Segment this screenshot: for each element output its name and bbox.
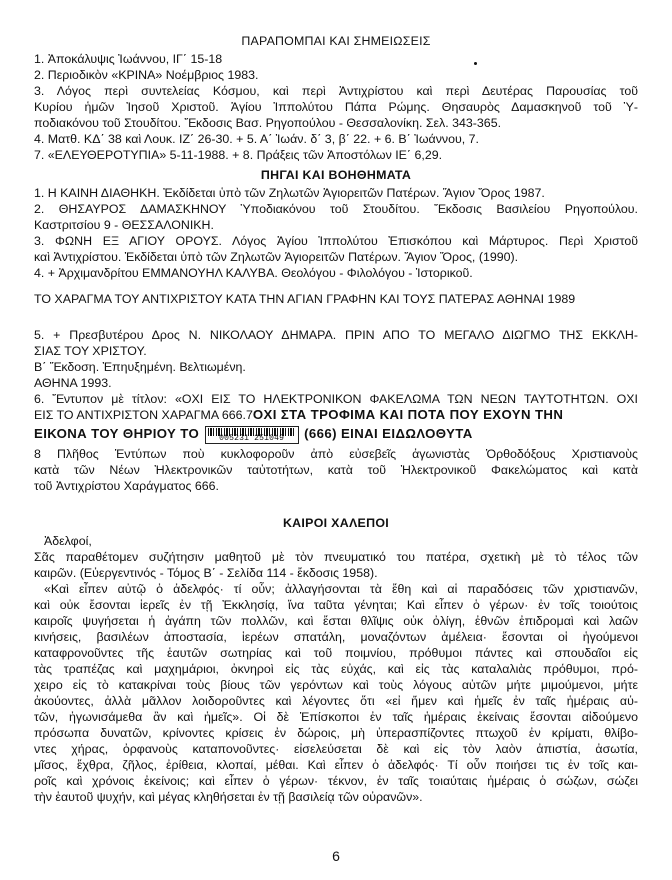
source-line: 5. + Πρεσβυτέρου Δρος Ν. ΝΙΚΟΛΑΟΥ ΔΗΜΑΡΑ. ΠΡΙΝ ΑΠΟ ΤΟ ΜΕΓΑΛΟ ΔΙΩΓΜΟ ΤΗΣ ΕΚΚΛΗ- — [34, 328, 638, 342]
article-line: ἀκούοντες, ἀλλὰ μᾶλλον λοιδοροῦντες καὶ λέγοντες ὅτι «εἰ ἤμεν καὶ ἡμεῖς ἐν ταῖς ἡμέραις αὐ- — [34, 694, 638, 708]
article-line: τῶν, ἠγωνισάμεθα ἂν καὶ ἡμεῖς». Οἱ δὲ Ἐπίσκοποι ἐν ταῖς ἡμέραις ἐκείναις ἔσονται αἰδούμενο — [34, 710, 638, 724]
source-line: ΑΘΗΝΑ 1993. — [34, 376, 112, 390]
source-line: ΣΙΑΣ ΤΟΥ ΧΡΙΣΤΟΥ. — [34, 344, 147, 358]
source-line-text: ΕΙΣ ΤΟ ΑΝΤΙΧΡΙΣΤΟΝ ΧΑΡΑΓΜΑ 666.7 — [34, 408, 253, 422]
note-line: 7. «ΕΛΕΥΘΕΡΟΤΥΠΙΑ» 5-11-1988. + 8. Πράξεις τῶν Ἀποστόλων ΙΕ΄ 6,29. — [34, 148, 443, 162]
article-line: ροῖς καὶ χρόνοις ἐκείνοις; καὶ εἶπεν ὁ γέρων· τέκνον, ἐν ταῖς τοιαύταις ἡμέραις ὁ σώζων, σώζει — [34, 774, 638, 788]
sources-heading: ΠΗΓΑΙ ΚΑΙ ΒΟΗΘΗΜΑΤΑ — [260, 168, 412, 182]
source-line: Καστριτσίου 9 - ΘΕΣΣΑΛΟΝΙΚΗ. — [34, 218, 214, 232]
bold-title-line-1: ΟΧΙ ΣΤΑ ΤΡΟΦΙΜΑ ΚΑΙ ΠΟΤΑ ΠΟΥ ΕΧΟΥΝ ΤΗΝ — [252, 408, 564, 422]
article-line: κινήσεις, βασιλέων ἀποστασία, ἱερέων σπατάλη, μοναζόντων ἀμέλεια· ἔσονται οἱ ἡγούμενοι — [34, 630, 638, 644]
article-line: καταφρονοῦντες τῆς ἑαυτῶν σωτηρίας καὶ τοῦ ποιμνίου, πρόθυμοι πάντες καὶ σπουδαῖοι εἰς — [34, 646, 638, 660]
article-line: Σᾶς παραθέτομεν συζήτησιν μαθητοῦ μὲ τὸν πνευματικό του πατέρα, σχετικὴ μὲ τὸ τέλος τῶν — [34, 550, 638, 564]
article-line: «Καὶ εἶπεν αὐτῷ ὁ ἀδελφός· τί οὖν; ἀλλαγήσονται τὰ ἔθη καὶ αἱ παραδόσεις τῶν χριστιανῶν, — [44, 582, 638, 596]
source-line: 1. Η ΚΑΙΝΗ ΔΙΑΘΗΚΗ. Ἐκδίδεται ὑπὸ τῶν Ζηλωτῶν Ἁγιορειτῶν Πατέρων. Ἅγιον Ὄρος 1987. — [34, 186, 545, 200]
article-line: μῖσος, ἔχθρα, ζῆλος, ἐρίθεια, κλοπαί, μέθαι. Καὶ εἶπεν ὁ ἀδελφός· Τί οὖν ποιήσει τις ἐν τοῖς και- — [34, 758, 638, 772]
barcode-image — [205, 426, 299, 444]
source-line: ΤΟ ΧΑΡΑΓΜΑ ΤΟΥ ΑΝΤΙΧΡΙΣΤΟΥ ΚΑΤΑ ΤΗΝ ΑΓΙΑΝ ΓΡΑΦΗΝ ΚΑΙ ΤΟΥΣ ΠΑΤΕΡΑΣ ΑΘΗΝΑΙ 1989 — [34, 292, 576, 306]
source-item8-line: κατὰ τῶν Νέων Ἠλεκτρονικῶν ταὐτοτήτων, κατὰ τοῦ Ἠλεκτρονικοῦ Φακελώματος καὶ κατὰ — [34, 463, 638, 477]
article-line: τὰς τραπέζας καὶ μαχημάριοι, ὀκνηροὶ εἰς τὰς εὐχάς, καὶ εἰς τὰς καταλαλιὰς πρόθυμοι, πρό- — [34, 662, 638, 676]
article-heading: ΚΑΙΡΟΙ ΧΑΛΕΠΟΙ — [282, 516, 390, 530]
bold-title-part-b: (666) ΕΙΝΑΙ ΕΙΔΩΛΟΘΥΤΑ — [304, 426, 473, 441]
source-line: καὶ Ἀντιχρίστου. Ἐκδίδεται ὑπὸ τῶν Ζηλωτῶν Ἁγιορειτῶν Πατέρων. Ἅγιον Ὄρος, (1990). — [34, 250, 519, 264]
source-item8-line: 8 Πλῆθος Ἐντύπων ποὺ κυκλοφοροῦν ἀπὸ εὐσεβεῖς ἀγωνιστὰς Ὀρθοδόξους Χριστιανοὺς — [34, 447, 638, 461]
article-line: καιροῖς ψυγήσεται ἡ ἀγάπη τῶν πολλῶν, καὶ ἔσται θλῖψις οὐκ ὀλίγη, ἐθνῶν ἐπιδρομαὶ καὶ λαῶν — [34, 614, 638, 628]
note-line: 4. Ματθ. ΚΔ΄ 38 καὶ Λουκ. ΙΖ΄ 26-30. + 5. Α΄ Ἰωάν. δ΄ 3, β΄ 22. + 6. Β΄ Ἰωάννου, 7. — [34, 132, 479, 146]
barcode-number: 005231 251049 — [219, 433, 285, 443]
note-line: Κυρίου ἡμῶν Ἰησοῦ Χριστοῦ. Ἁγίου Ἱππολύτου Πάπα Ρώμης. Θησαυρὸς Δαμασκηνοῦ τοῦ Ὑ- — [34, 100, 638, 114]
article-line: χειρο εἰς τὸ κατακρίναι τοὺς βίους τῶν γερόντων καὶ τοὺς λόγους αὐτῶν μήτε μιμούμενοι, μήτε — [34, 678, 638, 692]
source-line: 3. ΦΩΝΗ ΕΞ ΑΓΙΟΥ ΟΡΟΥΣ. Λόγος Ἁγίου Ἱππολύτου Ἐπισκόπου καὶ Μάρτυρος. Περὶ Χριστοῦ — [34, 234, 638, 248]
note-line: 2. Περιοδικὸν «ΚΡΙΝΑ» Νοέμβριος 1983. — [34, 68, 259, 82]
note-line: 1. Ἀποκάλυψις Ἰωάννου, ΙΓ΄ 15-18 — [34, 52, 223, 66]
source-line: 6. Ἔντυπον μὲ τίτλον: «ΟΧΙ ΕΙΣ ΤΟ ΗΛΕΚΤΡΟΝΙΚΟΝ ΦΑΚΕΛΩΜΑ ΤΩΝ ΝΕΩΝ ΤΑΥΤΟΤΗΤΩΝ. ΟΧΙ — [34, 392, 638, 406]
page-number: 6 — [332, 848, 340, 864]
bold-title-part-a: ΕΙΚΟΝΑ ΤΟΥ ΘΗΡΙΟΥ ΤΟ — [34, 426, 200, 441]
article-line: καιρῶν. (Εὐεργεντινός - Τόμος Β΄ - Σελίδα 114 - ἔκδοσις 1958). — [34, 566, 378, 580]
article-line: ντες χήρας, ὀρφανοὺς καταπονοῦντες· εἰσελεύσεται δὲ καὶ εἰς τὸν λαὸν ἀπιστία, ἀσωτία, — [34, 742, 638, 756]
article-line: Ἀδελφοί, — [44, 534, 92, 548]
note-line: ποδιακόνου τοῦ Στουδίτου. Ἔκδοσις Βασ. Ρηγοπούλου - Θεσσαλονίκη. Σελ. 343-365. — [34, 116, 502, 130]
note-line: 3. Λόγος περὶ συντελείας Κόσμου, καὶ περὶ Ἀντιχρίστου καὶ περὶ Δευτέρας Παρουσίας τοῦ — [34, 84, 638, 98]
source-item8-line: τοῦ Ἀντιχρίστου Χαράγματος 666. — [34, 479, 219, 493]
article-line: τὴν ἑαυτοῦ ψυχήν, καὶ μέγας κληθήσεται ἐν τῇ βασιλείᾳ τῶν οὐρανῶν». — [34, 790, 423, 804]
article-line: πρόσωπα δυνατῶν, κρίνοντες κρίσεις ἐν δώροις, μὴ ὑπερασπίζοντες πτωχοῦ ἐν κρίματι, θλίβο- — [34, 726, 638, 740]
source-line-with-bold — [34, 408, 638, 423]
notes-heading: ΠΑΡΑΠΟΜΠΑΙ ΚΑΙ ΣΗΜΕΙΩΣΕΙΣ — [241, 34, 431, 48]
bold-title-line-2 — [34, 424, 638, 444]
source-line: 2. ΘΗΣΑΥΡΟΣ ΔΑΜΑΣΚΗΝΟΥ Ὑποδιακόνου τοῦ Στουδίτου. Ἔκδοσις Βασιλείου Ρηγοπούλου. — [34, 202, 638, 216]
article-line: καὶ οὐκ ἔσονται ἱερεῖς ἐν τῇ Ἐκκλησίᾳ, ἵνα ταῦτα γένηται; Καὶ εἶπεν ὁ γέρων· ἐν τοῖς τοιούτοις — [34, 598, 638, 612]
source-line: 4. + Ἀρχιμανδρίτου ΕΜΜΑΝΟΥΗΛ ΚΑΛΥΒΑ. Θεολόγου - Φιλολόγου - Ἱστορικοῦ. — [34, 266, 473, 280]
source-line: Β΄ Ἔκδοση. Ἐπηυξημένη. Βελτιωμένη. — [34, 360, 246, 374]
